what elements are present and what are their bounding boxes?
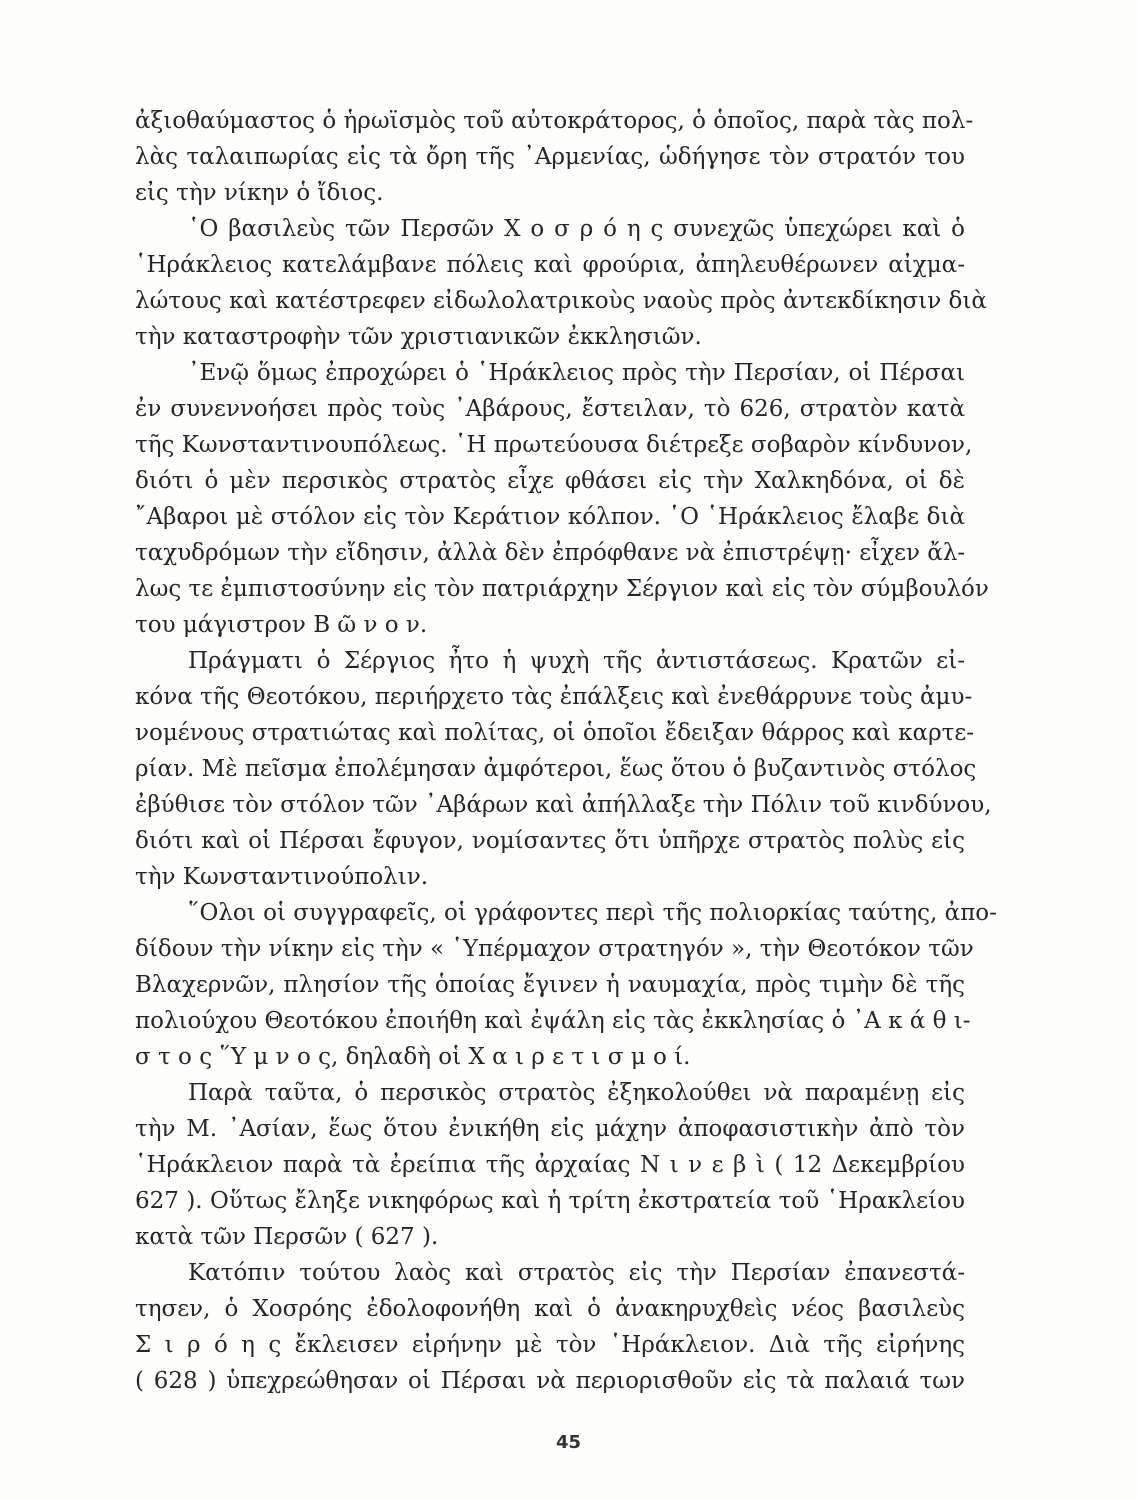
text-line: Βλαχερνῶν, πλησίον τῆς ὁποίας ἔγινεν ἡ ναυμαχία, πρὸς τιμὴν δὲ τῆς	[135, 972, 965, 998]
text-line: διότι καὶ οἱ Πέρσαι ἔφυγον, νομίσαντες ὅτι ὑπῆρχε στρατὸς πολὺς εἰς	[135, 828, 965, 854]
paragraph-start-line: ῞Ολοι οἱ συγγραφεῖς, οἱ γράφοντες περὶ τῆς πολιορκίας ταύτης, ἀπο-	[188, 900, 997, 926]
paragraph-start-line: ῾Ο βασιλεὺς τῶν Περσῶν Χ ο σ ρ ό η ς συνεχῶς ὑπεχώρει καὶ ὁ	[188, 216, 965, 242]
text-line: πολιούχου Θεοτόκου ἐποιήθη καὶ ἐψάλη εἰς τὰς ἐκκλησίας ὁ ᾿Α κ ά θ ι-	[135, 1008, 971, 1034]
text-line: 627 ). Οὕτως ἔληξε νικηφόρως καὶ ἡ τρίτη ἐκστρατεία τοῦ ῾Ηρακλείου	[135, 1188, 965, 1214]
text-line: του μάγιστρον Β ῶ ν ο ν.	[135, 612, 428, 638]
page-number: 45	[555, 1432, 582, 1453]
text-line: λως τε ἐμπιστοσύνην εἰς τὸν πατριάρχην Σέργιον καὶ εἰς τὸν σύμβουλόν	[135, 576, 989, 602]
text-line: διότι ὁ μὲν περσικὸς στρατὸς εἶχε φθάσει εἰς τὴν Χαλκηδόνα, οἱ δὲ	[135, 468, 965, 494]
text-line: δίδουν τὴν νίκην εἰς τὴν « ῾Υπέρμαχον στρατηγόν », τὴν Θεοτόκον τῶν	[135, 936, 974, 962]
text-line: ῾Ηράκλειος κατελάμβανε πόλεις καὶ φρούρια, ἀπηλευθέρωνεν αἰχμα-	[135, 252, 965, 278]
text-line: λὰς ταλαιπωρίας εἰς τὰ ὄρη τῆς ᾿Αρμενίας, ὡδήγησε τὸν στρατόν του	[135, 144, 965, 170]
text-line: ῾Ηράκλειον παρὰ τὰ ἐρείπια τῆς ἀρχαίας Ν ι ν ε β ὶ ( 12 Δεκεμβρίου	[135, 1152, 965, 1178]
paragraph-start-line: Κατόπιν τούτου λαὸς καὶ στρατὸς εἰς τὴν Περσίαν ἐπανεστά-	[188, 1260, 965, 1286]
text-line: τησεν, ὁ Χοσρόης ἐδολοφονήθη καὶ ὁ ἀνακηρυχθεὶς νέος βασιλεὺς	[135, 1296, 965, 1322]
text-line: κόνα τῆς Θεοτόκου, περιήρχετο τὰς ἐπάλξεις καὶ ἐνεθάρρυνε τοὺς ἀμυ-	[135, 684, 973, 710]
text-line: ἐβύθισε τὸν στόλον τῶν ᾿Αβάρων καὶ ἀπήλλαξε τὴν Πόλιν τοῦ κινδύνου,	[135, 792, 992, 818]
paragraph-start-line: Πράγματι ὁ Σέργιος ἦτο ἡ ψυχὴ τῆς ἀντιστάσεως. Κρατῶν εἰ-	[188, 648, 965, 674]
text-line: κατὰ τῶν Περσῶν ( 627 ).	[135, 1224, 439, 1250]
text-line: Σ ι ρ ό η ς ἔκλεισεν εἰρήνην μὲ τὸν ῾Ηράκλειον. Διὰ τῆς εἰρήνης	[135, 1332, 965, 1358]
text-line: τὴν Μ. ᾿Ασίαν, ἕως ὅτου ἐνικήθη εἰς μάχην ἀποφασιστικὴν ἀπὸ τὸν	[135, 1116, 965, 1142]
text-line: νομένους στρατιώτας καὶ πολίτας, οἱ ὁποῖοι ἔδειξαν θάρρος καὶ καρτε-	[135, 720, 975, 746]
text-line: ρίαν. Μὲ πεῖσμα ἐπολέμησαν ἀμφότεροι, ἕως ὅτου ὁ βυζαντινὸς στόλος	[135, 756, 977, 782]
text-line: τὴν καταστροφὴν τῶν χριστιανικῶν ἐκκλησιῶν.	[135, 324, 702, 350]
text-line: ταχυδρόμων τὴν εἴδησιν, ἀλλὰ δὲν ἐπρόφθανε νὰ ἐπιστρέψῃ· εἶχεν ἄλ-	[135, 540, 966, 566]
text-line: ἐν συνεννοήσει πρὸς τοὺς ᾿Αβάρους, ἔστειλαν, τὸ 626, στρατὸν κατὰ	[135, 396, 965, 422]
paragraph-start-line: Παρὰ ταῦτα, ὁ περσικὸς στρατὸς ἐξηκολούθει νὰ παραμένῃ εἰς	[188, 1080, 965, 1106]
text-line: τῆς Κωνσταντινουπόλεως. ῾Η πρωτεύουσα διέτρεξε σοβαρὸν κίνδυνον,	[135, 432, 973, 458]
text-line: ἀξιοθαύμαστος ὁ ἡρωϊσμὸς τοῦ αὐτοκράτορος, ὁ ὁποῖος, παρὰ τὰς πολ-	[135, 108, 974, 134]
text-line: τὴν Κωνσταντινούπολιν.	[135, 864, 429, 890]
text-line: ῎Αβαροι μὲ στόλον εἰς τὸν Κεράτιον κόλπον. ῾Ο ῾Ηράκλειος ἔλαβε διὰ	[135, 504, 965, 530]
paragraph-start-line: ᾿Ενῷ ὅμως ἐπροχώρει ὁ ῾Ηράκλειος πρὸς τὴν Περσίαν, οἱ Πέρσαι	[188, 360, 965, 386]
text-line: ( 628 ) ὑπεχρεώθησαν οἱ Πέρσαι νὰ περιορισθοῦν εἰς τὰ παλαιά των	[135, 1368, 965, 1394]
text-line: σ τ ο ς ῞Υ μ ν ο ς, δηλαδὴ οἱ Χ α ι ρ ε τ ι σ μ ο ί.	[135, 1044, 691, 1070]
text-line: λώτους καὶ κατέστρεφεν εἰδωλολατρικοὺς ναοὺς πρὸς ἀντεκδίκησιν διὰ	[135, 288, 987, 314]
text-line: εἰς τὴν νίκην ὁ ἴδιος.	[135, 180, 384, 206]
